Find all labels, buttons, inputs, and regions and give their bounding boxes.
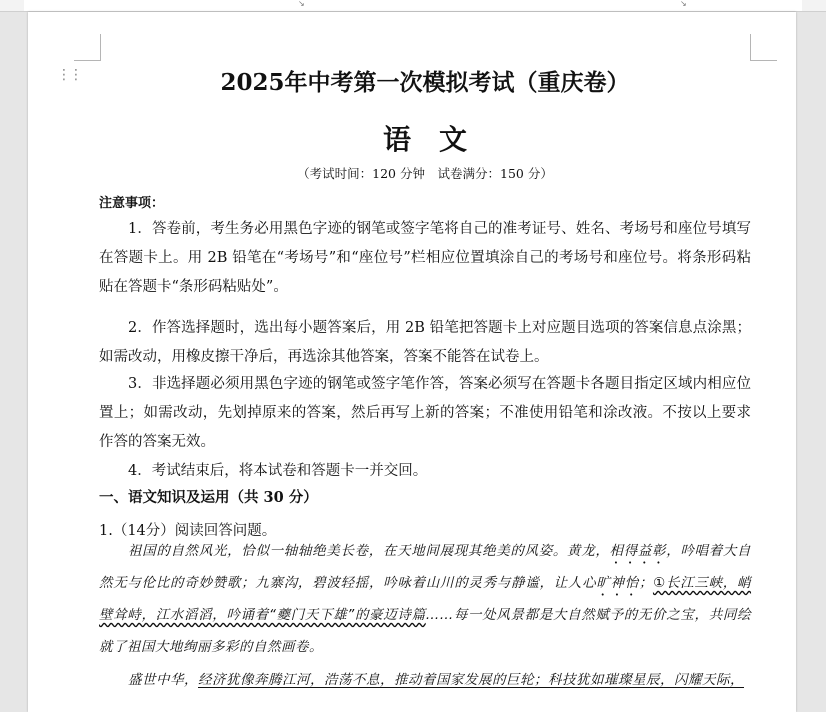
emphasized-word: 相得益彰 — [609, 543, 667, 559]
margin-corner-top-right — [750, 34, 777, 61]
note-item-3: 3．非选择题必须用黑色字迹的钢笔或签字笔作答，答案必须写在答题卡各题目指定区域内相应位置上；如需改动，先划掉原来的答案，然后再写上新的答案；不准使用铅笔和涂改液。不按以上要求作答的答案无效。 — [99, 376, 751, 450]
passage-text: ，吟唱着大自然无与伦比的奇妙赞歌；九寨沟，碧波轻摇，吟咏着山川的灵秀与静谧，让人心 — [99, 543, 752, 591]
section-heading: 一、语文知识及运用（共 30 分） — [99, 489, 318, 506]
exam-title: 2025年中考第一次模拟考试（重庆卷） — [220, 69, 630, 96]
document-page[interactable] — [28, 12, 796, 712]
passage-text: ； — [638, 575, 653, 591]
emphasized-word: 旷神怡 — [596, 575, 639, 591]
passage-text: 祖国的自然风光，恰似一轴轴绝美长卷，在天地间展现其绝美的风姿。黄龙， — [128, 543, 610, 559]
reading-passage-2 — [99, 664, 751, 696]
drag-handle-icon[interactable]: ⋮⋮ — [57, 67, 81, 83]
passage-text: 盛世中华， — [128, 672, 198, 688]
notes-label: 注意事项： — [99, 196, 165, 211]
subject-title: 语文 — [382, 123, 495, 156]
reading-passage-1 — [99, 535, 751, 663]
underlined-sentence: 经济犹像奔腾江河，浩荡不息，推动着国家发展的巨轮；科技犹如璀璨星辰，闪耀天际， — [198, 672, 744, 688]
question-1-label: 1.（14分）阅读回答问题。 — [99, 523, 277, 539]
exam-info: （考试时间：120 分钟 试卷满分：150 分） — [297, 166, 553, 181]
note-item-4: 4．考试结束后，将本试卷和答题卡一并交回。 — [128, 463, 428, 479]
wavy-underlined-sentence: ①长江三峡，峭壁耸峙，江水滔滔，吟诵着“夔门天下雄”的豪迈诗篇 — [99, 575, 752, 623]
margin-corner-top-left — [74, 34, 101, 61]
left-indent-marker[interactable]: ↘ — [298, 0, 305, 8]
note-item-1: 1．答卷前，考生务必用黑色字迹的钢笔或签字笔将自己的准考证号、姓名、考场号和座位号填写在答题卡上。用 2B 铅笔在“考场号”和“座位号”栏相应位置填涂自己的考场号和座位号。将条形码粘贴在答题卡“条形码粘贴处”。 — [99, 221, 751, 295]
right-indent-marker[interactable]: ↘ — [680, 0, 687, 8]
passage-text: ……每一处风景都是大自然赋予的无价之宝，共同绘就了祖国大地绚丽多彩的自然画卷。 — [99, 607, 752, 655]
note-item-2: 2．作答选择题时，选出每小题答案后，用 2B 铅笔把答题卡上对应题目选项的答案信息点涂黑；如需改动，用橡皮擦干净后，再选涂其他答案，答案不能答在试卷上。 — [99, 320, 751, 365]
horizontal-ruler[interactable] — [0, 0, 826, 12]
